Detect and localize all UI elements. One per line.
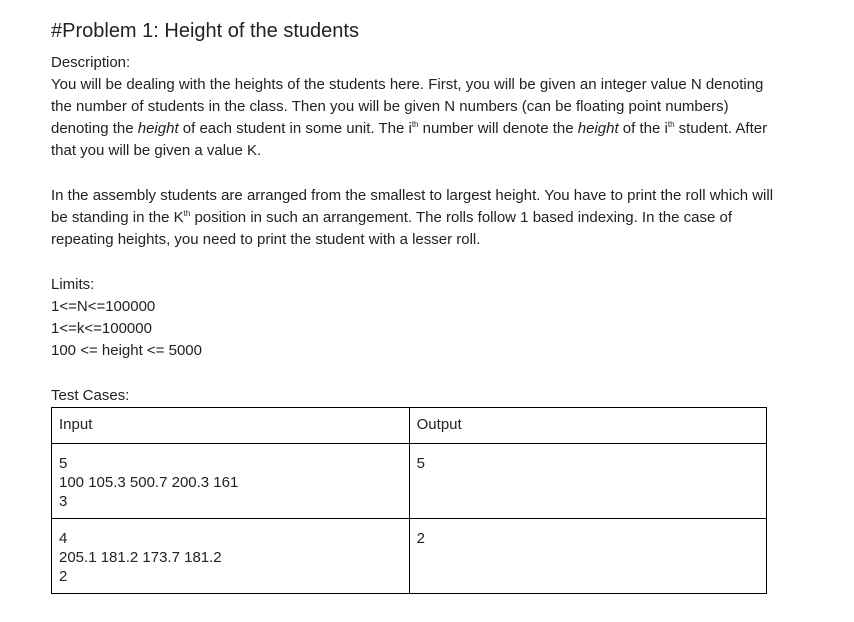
cell-input <box>52 519 410 594</box>
output-line: 2 <box>416 530 425 547</box>
header-input: Input <box>52 408 410 444</box>
input-line: 205.1 181.2 173.7 181.2 <box>59 549 222 566</box>
limit-n: 1<=N<=100000 <box>51 298 156 315</box>
desc-superscript: th <box>183 209 191 218</box>
table-row <box>52 519 767 594</box>
test-cases-label: Test Cases: <box>51 387 130 404</box>
description-paragraph-1 <box>51 74 781 162</box>
cell-input <box>52 444 410 519</box>
desc-text: In the assembly students are arranged from the smallest to largest height. You have to print the roll which will be standing in the K <box>51 187 774 226</box>
table-header-row <box>52 408 767 444</box>
limits-label: Limits: <box>51 276 95 293</box>
input-line: 4 <box>59 530 68 547</box>
input-line: 5 <box>59 455 68 472</box>
desc-emphasis: height <box>577 120 619 137</box>
desc-emphasis: height <box>137 120 179 137</box>
input-line: 100 105.3 500.7 200.3 161 <box>59 474 239 491</box>
desc-text: number will denote the <box>418 120 578 137</box>
limit-height: 100 <= height <= 5000 <box>51 342 202 359</box>
desc-text: of each student in some unit. The i <box>178 120 412 137</box>
table-row <box>52 444 767 519</box>
test-cases-table <box>51 407 767 594</box>
desc-text: You will be dealing with the heights of the students here. First, you will be given an integer value N denoting the number of students in the class. Then you will be given N numbers (can be floating point numbers) denoting the <box>51 76 764 137</box>
limit-k: 1<=k<=100000 <box>51 320 152 337</box>
page-title: #Problem 1: Height of the students <box>51 20 359 42</box>
input-line: 3 <box>59 493 68 510</box>
desc-superscript: th <box>411 120 419 129</box>
cell-output <box>409 444 766 519</box>
output-line: 5 <box>416 455 425 472</box>
input-line: 2 <box>59 568 68 585</box>
desc-superscript: th <box>667 120 675 129</box>
cell-output <box>409 519 766 594</box>
description-label: Description: <box>51 54 131 71</box>
desc-text: of the i <box>618 120 668 137</box>
desc-text: position in such an arrangement. The rolls follow 1 based indexing. In the case of repeating heights, you need to print the student with a lesser roll. <box>51 209 732 248</box>
header-output: Output <box>409 408 766 444</box>
desc-text: student. After that you will be given a value K. <box>51 120 768 159</box>
description-paragraph-2 <box>51 185 781 251</box>
